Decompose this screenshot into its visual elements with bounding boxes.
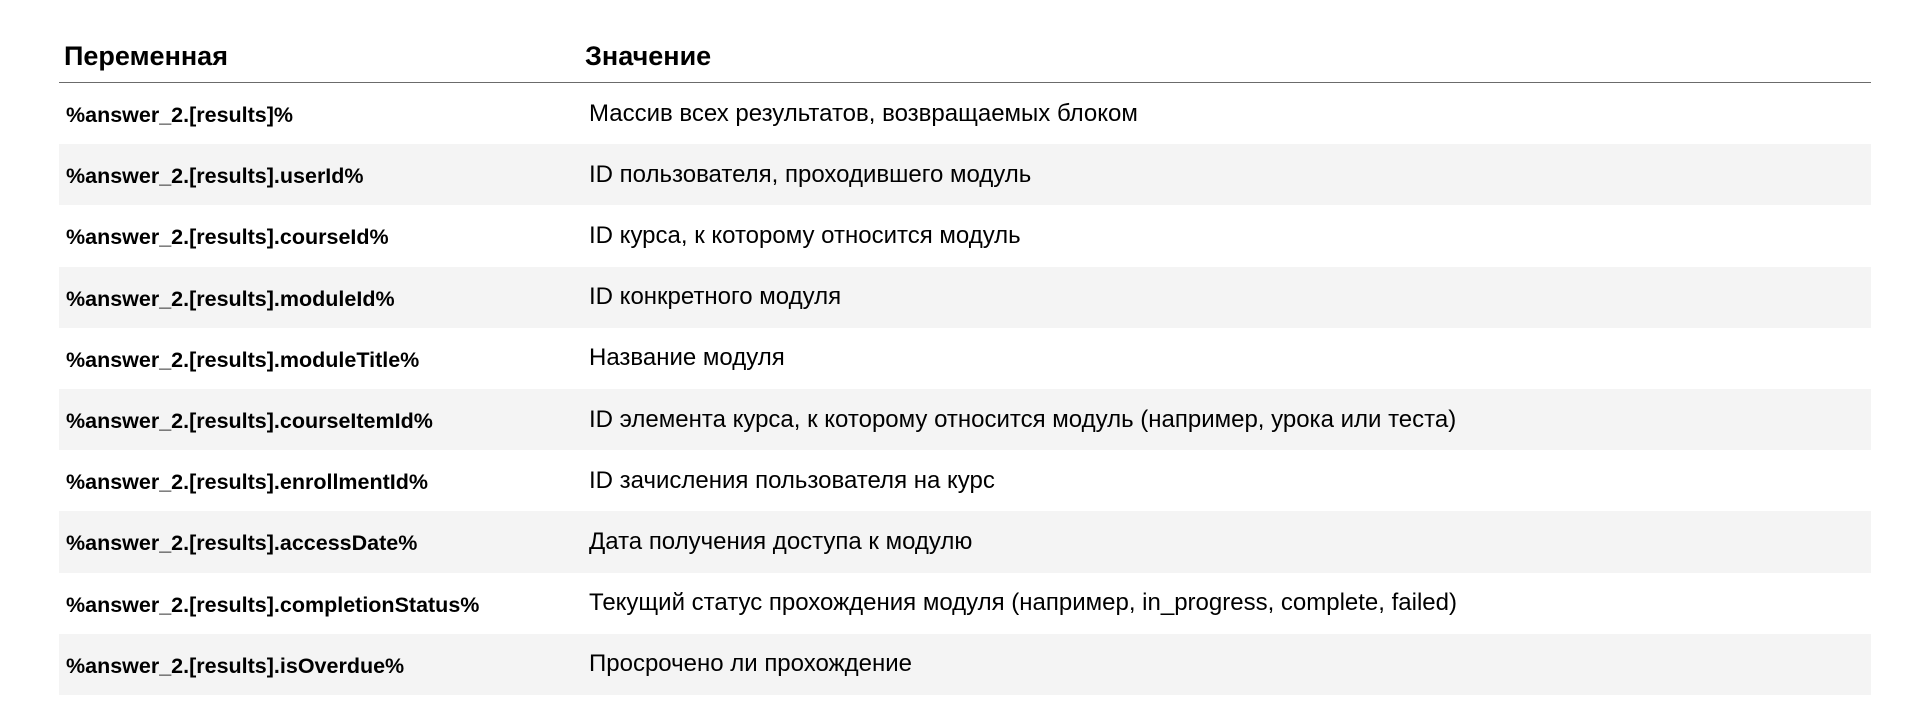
table-body [59, 83, 1871, 695]
table-row [59, 450, 1871, 511]
table-row [59, 328, 1871, 389]
row-variable: %answer_2.[results].courseItemId% [66, 409, 433, 434]
table-row [59, 634, 1871, 695]
row-variable: %answer_2.[results].enrollmentId% [66, 470, 429, 495]
row-value: Текущий статус прохождения модуля (например, in_progress, complete, failed) [589, 589, 1457, 617]
variables-table [59, 30, 1871, 695]
row-value: ID пользователя, проходившего модуль [589, 160, 1032, 188]
row-variable: %answer_2.[results].isOverdue% [66, 653, 405, 678]
row-value: Название модуля [589, 344, 785, 372]
row-value: ID конкретного модуля [589, 283, 842, 311]
header-value: Значение [585, 40, 712, 71]
table-row [59, 267, 1871, 328]
table-row [59, 83, 1871, 144]
row-variable: %answer_2.[results].userId% [66, 164, 364, 189]
row-value: Дата получения доступа к модулю [589, 527, 973, 555]
table-row [59, 511, 1871, 572]
row-variable: %answer_2.[results].accessDate% [66, 531, 418, 556]
table-row [59, 144, 1871, 205]
row-variable: %answer_2.[results]% [66, 103, 294, 128]
row-value: Массив всех результатов, возвращаемых блоком [589, 99, 1138, 127]
row-value: ID курса, к которому относится модуль [589, 221, 1021, 249]
row-value: Просрочено ли прохождение [589, 650, 912, 678]
table-header [59, 30, 1871, 83]
row-value: ID элемента курса, к которому относится модуль (например, урока или теста) [589, 405, 1457, 433]
row-value: ID зачисления пользователя на курс [589, 466, 995, 494]
table-row [59, 205, 1871, 266]
table-row [59, 573, 1871, 634]
row-variable: %answer_2.[results].moduleTitle% [66, 347, 420, 372]
row-variable: %answer_2.[results].completionStatus% [66, 592, 480, 617]
table-row [59, 389, 1871, 450]
header-variable: Переменная [64, 40, 228, 71]
row-variable: %answer_2.[results].moduleId% [66, 286, 395, 311]
row-variable: %answer_2.[results].courseId% [66, 225, 389, 250]
